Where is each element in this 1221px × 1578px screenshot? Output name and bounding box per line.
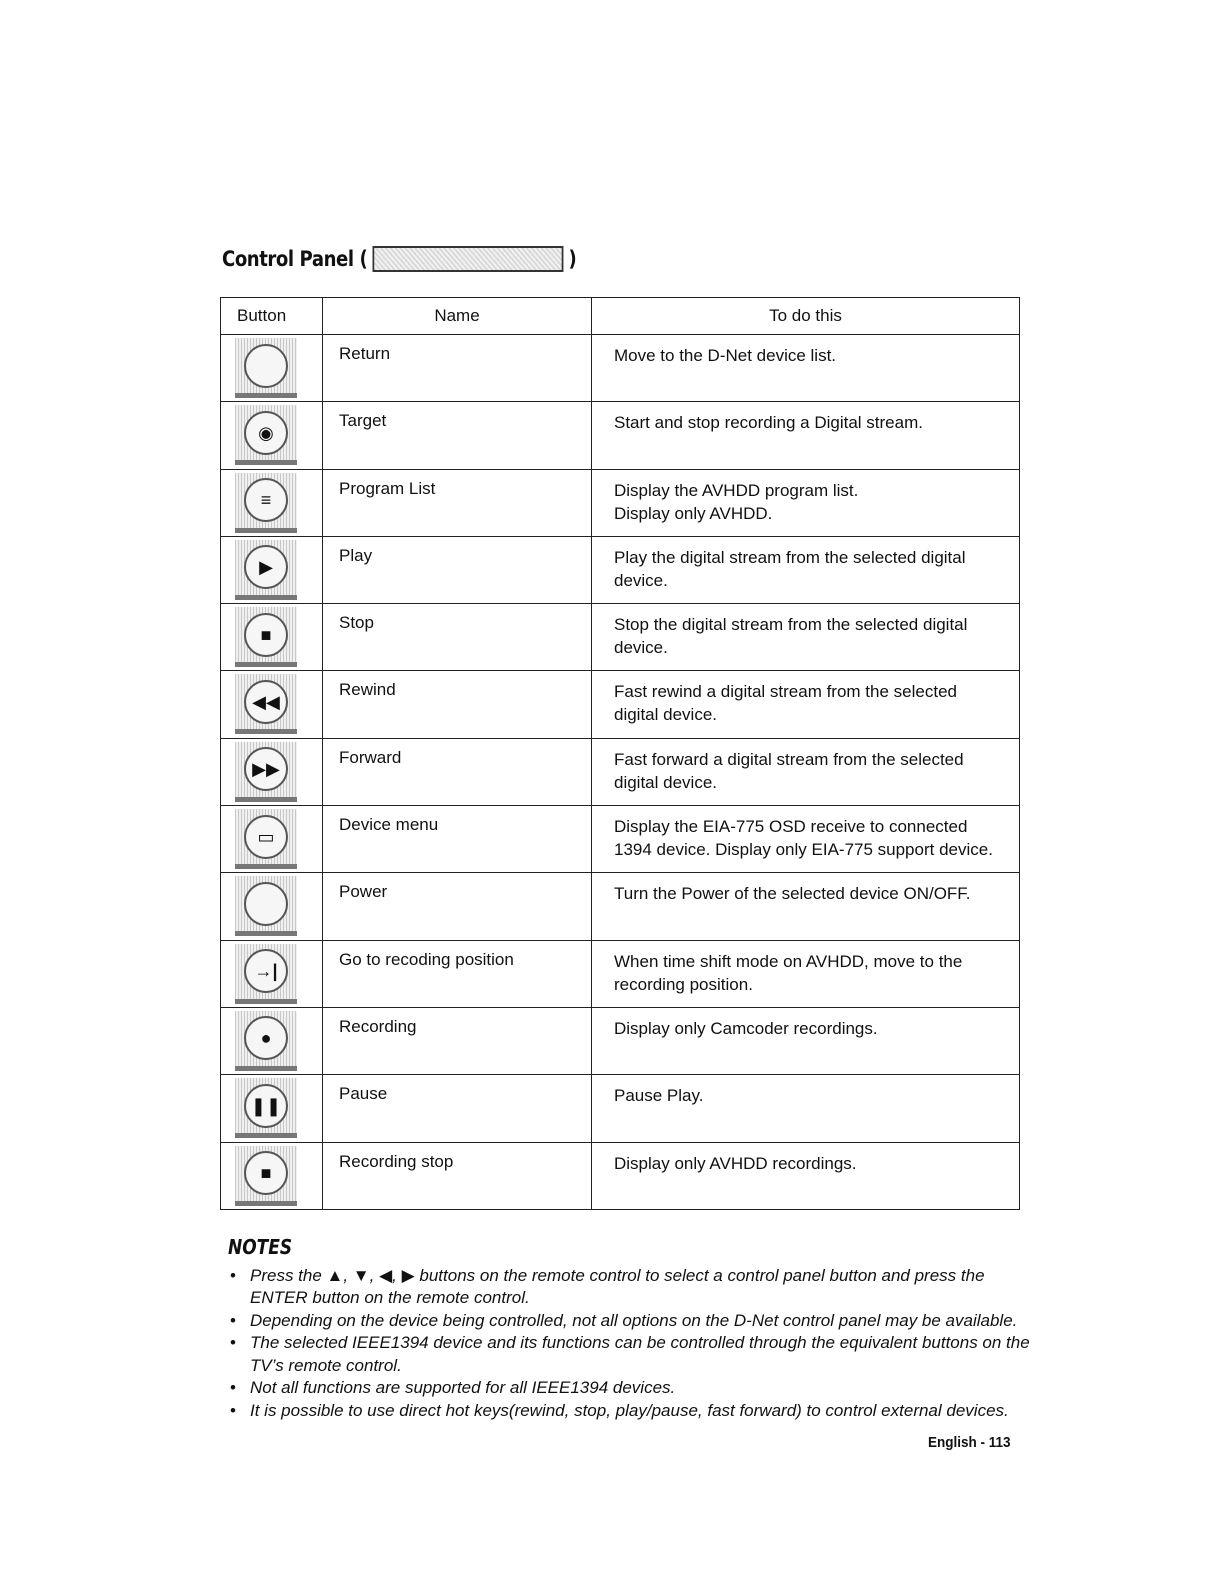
table-row xyxy=(221,806,1020,873)
section-title-close: ) xyxy=(568,247,577,271)
button-cell xyxy=(221,1142,323,1209)
button-description xyxy=(592,873,1020,940)
icon-glyph: ▶▶ xyxy=(244,747,288,791)
table-row xyxy=(221,738,1020,805)
icon-glyph: ◉ xyxy=(244,411,288,455)
description-line: recording position. xyxy=(614,974,753,994)
table-header-row xyxy=(221,298,1020,335)
icon-glyph: ▶ xyxy=(244,545,288,589)
rewind-icon xyxy=(235,674,297,734)
note-line: • The selected IEEE1394 device and its functions can be controlled through the equivalent buttons on the xyxy=(250,1333,1030,1352)
icon-glyph xyxy=(244,882,288,926)
table-row xyxy=(221,1142,1020,1209)
description-line: Stop the digital stream from the selected digital xyxy=(614,615,968,635)
button-name: Return xyxy=(323,335,592,402)
note-line: • Depending on the device being controlled, not all options on the D-Net control panel may be available. xyxy=(250,1310,1018,1330)
button-description xyxy=(592,671,1020,738)
table-row xyxy=(221,1007,1020,1074)
control-panel-image xyxy=(372,246,563,272)
table-row xyxy=(221,335,1020,402)
table-row xyxy=(221,940,1020,1007)
button-name: Program List xyxy=(323,469,592,536)
description-line: Play the digital stream from the selected digital xyxy=(614,547,966,567)
table-row xyxy=(221,402,1020,469)
button-name: Stop xyxy=(323,604,592,671)
note-item xyxy=(228,1400,1058,1423)
section-title-text: Control Panel ( xyxy=(222,247,368,271)
icon-glyph: ≡ xyxy=(244,478,288,522)
icon-glyph: ◀◀ xyxy=(244,680,288,724)
program-list-icon xyxy=(235,473,297,533)
button-cell xyxy=(221,671,323,738)
button-name: Play xyxy=(323,536,592,603)
section-title xyxy=(222,246,576,272)
button-cell xyxy=(221,402,323,469)
button-cell xyxy=(221,536,323,603)
description-line: device. xyxy=(614,570,668,590)
button-description xyxy=(592,469,1020,536)
button-description xyxy=(592,536,1020,603)
description-line: When time shift mode on AVHDD, move to the xyxy=(614,951,963,971)
stop-icon xyxy=(235,607,297,667)
notes-section xyxy=(228,1236,1058,1422)
button-name: Target xyxy=(323,402,592,469)
button-cell xyxy=(221,738,323,805)
button-description xyxy=(592,1007,1020,1074)
description-line: Fast forward a digital stream from the selected xyxy=(614,749,964,769)
button-name: Power xyxy=(323,873,592,940)
device-menu-icon xyxy=(235,809,297,869)
description-line: Turn the Power of the selected device ON/OFF. xyxy=(614,884,971,904)
note-line: • Press the ▲, ▼, ◀, ▶ buttons on the remote control to select a control panel button and press the xyxy=(250,1265,985,1285)
note-item xyxy=(228,1310,1058,1333)
table-row xyxy=(221,1075,1020,1142)
button-cell xyxy=(221,469,323,536)
button-description xyxy=(592,402,1020,469)
description-line: Display the AVHDD program list. xyxy=(614,480,859,500)
recording-stop-icon xyxy=(235,1146,297,1206)
button-cell xyxy=(221,1075,323,1142)
table-row xyxy=(221,604,1020,671)
note-item xyxy=(228,1332,1058,1377)
button-description xyxy=(592,940,1020,1007)
icon-glyph: ❚❚ xyxy=(244,1084,288,1128)
page-footer: English - 113 xyxy=(928,1434,1011,1451)
go-to-recording-position-icon xyxy=(235,944,297,1004)
table-row xyxy=(221,873,1020,940)
control-panel-table xyxy=(220,297,1020,1210)
notes-title: NOTES xyxy=(228,1235,293,1259)
icon-glyph: →| xyxy=(244,949,288,993)
icon-glyph: ▭ xyxy=(244,815,288,859)
description-line: digital device. xyxy=(614,705,718,725)
header-button: Button xyxy=(221,298,323,335)
icon-glyph: ■ xyxy=(244,1151,288,1195)
button-description xyxy=(592,335,1020,402)
note-line: • It is possible to use direct hot keys(rewind, stop, play/pause, fast forward) to control external devices. xyxy=(250,1400,1009,1420)
description-line: Fast rewind a digital stream from the selected xyxy=(614,682,957,702)
table-row xyxy=(221,469,1020,536)
button-cell xyxy=(221,873,323,940)
button-cell xyxy=(221,940,323,1007)
notes-list xyxy=(228,1265,1058,1423)
note-item xyxy=(228,1377,1058,1400)
note-line: • Not all functions are supported for all IEEE1394 devices. xyxy=(250,1378,676,1397)
description-line: Display the EIA-775 OSD receive to connected xyxy=(614,817,968,837)
forward-icon xyxy=(235,742,297,802)
return-icon xyxy=(235,338,297,398)
description-line: Move to the D-Net device list. xyxy=(614,346,837,365)
button-name: Recording stop xyxy=(323,1142,592,1209)
description-line: device. xyxy=(614,638,668,658)
button-name: Recording xyxy=(323,1007,592,1074)
description-line: Start and stop recording a Digital stream. xyxy=(614,413,923,433)
button-cell xyxy=(221,604,323,671)
icon-glyph xyxy=(244,344,288,388)
header-to-do-this: To do this xyxy=(592,298,1020,335)
note-item xyxy=(228,1265,1058,1310)
button-cell xyxy=(221,335,323,402)
power-icon xyxy=(235,876,297,936)
button-cell xyxy=(221,806,323,873)
play-icon xyxy=(235,540,297,600)
button-name: Device menu xyxy=(323,806,592,873)
button-cell xyxy=(221,1007,323,1074)
header-name: Name xyxy=(323,298,592,335)
table-row xyxy=(221,671,1020,738)
icon-glyph: ● xyxy=(244,1016,288,1060)
description-line: Display only AVHDD recordings. xyxy=(614,1153,857,1173)
table-row xyxy=(221,536,1020,603)
description-line: Display only Camcoder recordings. xyxy=(614,1018,878,1038)
description-line: Display only AVHDD. xyxy=(614,503,773,523)
recording-icon xyxy=(235,1011,297,1071)
button-description xyxy=(592,738,1020,805)
button-description xyxy=(592,806,1020,873)
description-line: digital device. xyxy=(614,772,718,792)
note-line: TV’s remote control. xyxy=(250,1355,402,1375)
note-line: ENTER button on the remote control. xyxy=(250,1288,530,1307)
button-name: Pause xyxy=(323,1075,592,1142)
description-line: 1394 device. Display only EIA-775 support device. xyxy=(614,840,993,860)
button-description xyxy=(592,1142,1020,1209)
target-icon xyxy=(235,405,297,465)
button-description xyxy=(592,604,1020,671)
description-line: Pause Play. xyxy=(614,1086,704,1106)
pause-icon xyxy=(235,1078,297,1138)
button-name: Rewind xyxy=(323,671,592,738)
button-name: Forward xyxy=(323,738,592,805)
button-description xyxy=(592,1075,1020,1142)
button-name: Go to recoding position xyxy=(323,940,592,1007)
icon-glyph: ■ xyxy=(244,613,288,657)
